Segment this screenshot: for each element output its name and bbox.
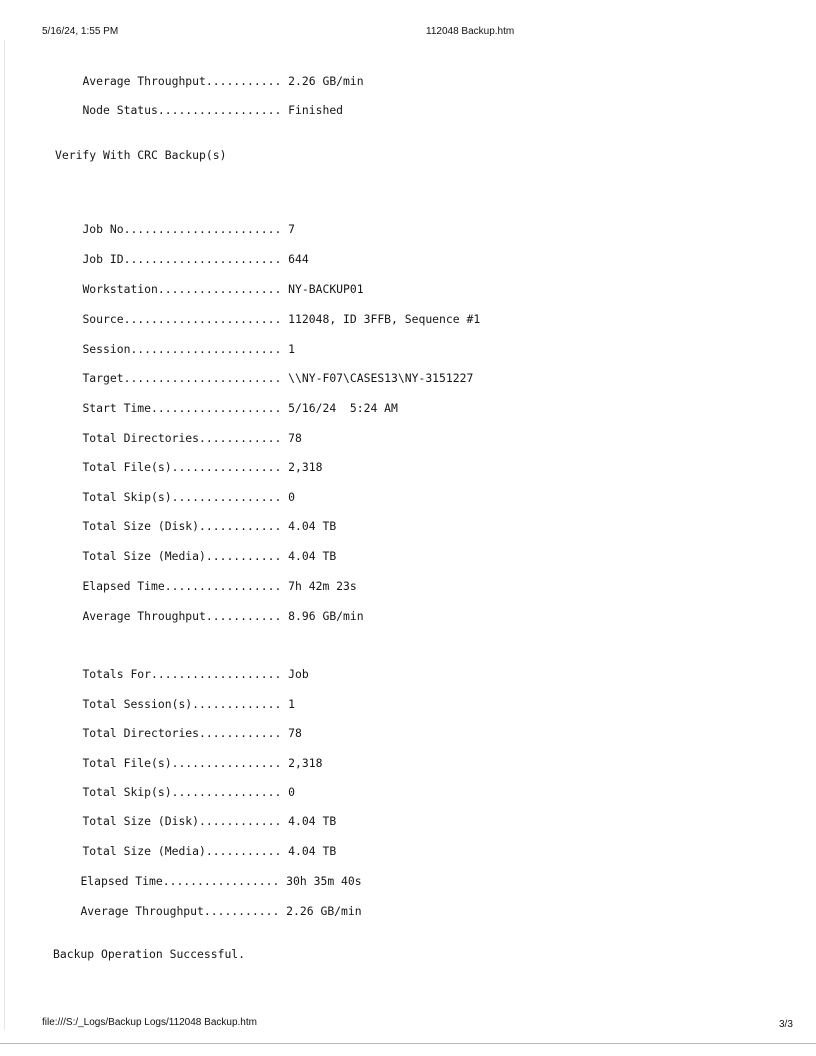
- row-value: \\NY-F07\CASES13\NY-3151227: [288, 371, 474, 385]
- row-value: 4.04 TB: [288, 519, 337, 533]
- row-value: 7: [288, 222, 296, 236]
- row-value: Job: [288, 667, 309, 681]
- row-label: Total Size (Disk)............: [82, 519, 282, 533]
- row-label: Total Skip(s)................: [82, 490, 282, 504]
- row-label: Average Throughput...........: [82, 74, 282, 88]
- row-value: 1: [288, 697, 296, 711]
- row-label: Job No.......................: [82, 222, 282, 236]
- row-value: 112048, ID 3FFB, Sequence #1: [288, 312, 481, 326]
- row-value: 2,318: [288, 460, 323, 474]
- row-value: 1: [288, 342, 296, 356]
- row-label: Total Session(s).............: [82, 697, 282, 711]
- row-value: 0: [288, 490, 296, 504]
- row-value: 4.04 TB: [288, 814, 337, 828]
- row-value: 2.26 GB/min: [288, 74, 364, 88]
- log-row-avg-throughput: [55, 595, 364, 637]
- backup-result-message: Backup Operation Successful.: [53, 947, 246, 961]
- row-value: 8.96 GB/min: [288, 609, 364, 623]
- row-value: Finished: [288, 103, 344, 117]
- log-row-node-status: [55, 89, 343, 131]
- print-header-date: 5/16/24, 1:55 PM: [42, 26, 119, 37]
- row-value: 78: [288, 431, 302, 445]
- row-label: Total File(s)................: [82, 756, 282, 770]
- row-label: Total Directories............: [82, 431, 282, 445]
- row-value: 644: [288, 252, 309, 266]
- row-label: Workstation..................: [82, 282, 282, 296]
- row-label: Session......................: [82, 342, 282, 356]
- print-header-title: 112048 Backup.htm: [426, 26, 515, 37]
- row-label: Total Directories............: [82, 726, 282, 740]
- row-label: Job ID.......................: [82, 252, 282, 266]
- row-label: Totals For...................: [82, 667, 282, 681]
- row-label: Average Throughput...........: [80, 904, 280, 918]
- row-value: 0: [288, 785, 296, 799]
- row-label: Node Status..................: [82, 103, 282, 117]
- row-label: Total Size (Disk)............: [82, 814, 282, 828]
- row-label: Elapsed Time.................: [82, 579, 282, 593]
- verify-section-title: Verify With CRC Backup(s): [55, 148, 227, 162]
- row-value: 2,318: [288, 756, 323, 770]
- row-label: Target.......................: [82, 371, 282, 385]
- row-value: 4.04 TB: [288, 549, 337, 563]
- page-bottom-divider: [0, 1043, 816, 1044]
- print-footer-page-number: 3/3: [779, 1019, 793, 1030]
- row-value: 30h 35m 40s: [286, 874, 362, 888]
- row-label: Total File(s)................: [82, 460, 282, 474]
- row-value: 78: [288, 726, 302, 740]
- log-row-totals-avg-throughput: [53, 890, 362, 932]
- row-label: Source.......................: [82, 312, 282, 326]
- row-label: Elapsed Time.................: [80, 874, 280, 888]
- row-value: 7h 42m 23s: [288, 579, 357, 593]
- row-value: NY-BACKUP01: [288, 282, 364, 296]
- print-footer-url: file:///S:/_Logs/Backup Logs/112048 Backup.htm: [42, 1017, 257, 1028]
- row-label: Total Size (Media)...........: [82, 549, 282, 563]
- row-value: 4.04 TB: [288, 844, 337, 858]
- row-label: Average Throughput...........: [82, 609, 282, 623]
- row-label: Total Size (Media)...........: [82, 844, 282, 858]
- row-label: Total Skip(s)................: [82, 785, 282, 799]
- row-value: 5/16/24 5:24 AM: [288, 401, 398, 415]
- row-label: Start Time...................: [82, 401, 282, 415]
- row-value: 2.26 GB/min: [286, 904, 362, 918]
